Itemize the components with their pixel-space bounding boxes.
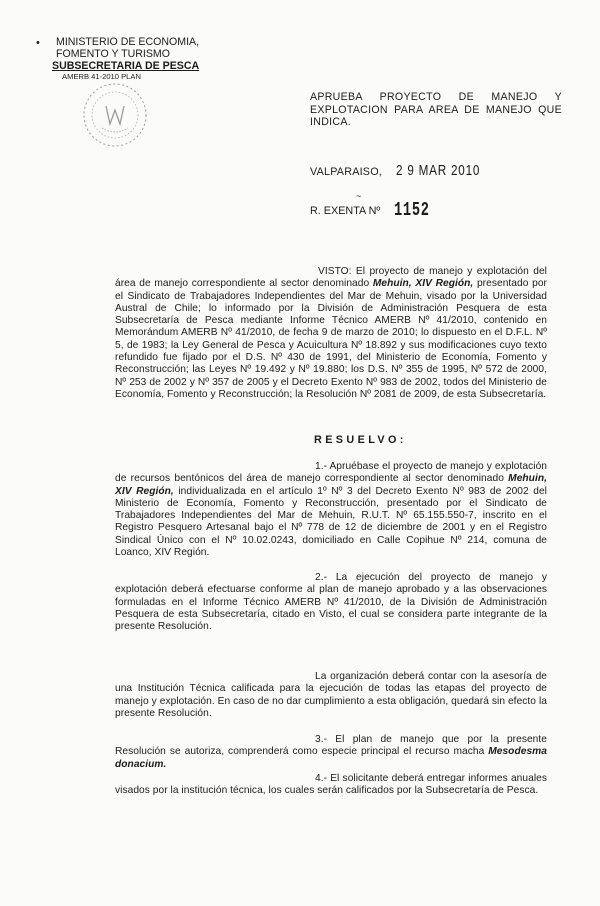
subsecretaria-name: SUBSECRETARIA DE PESCA	[52, 60, 200, 72]
place-name: Mehuin, XIV Región,	[372, 278, 474, 290]
advisory-paragraph: La organización deberá contar con la asesoría de una Institución Técnica calificada para la ejecución de todas las etapas del proyecto de manejo y explotación. En caso de no dar cumplimiento a esta obligación, quedará sin efecto la presente Resolución.	[115, 671, 548, 719]
resuelvo-heading: RESUELVO:	[314, 434, 407, 446]
amerb-reference: AMERB 41-2010 PLAN	[62, 72, 141, 81]
species-name: Mesodesma donacium.	[115, 746, 547, 770]
article-4-lead: 4.- El solicitante deberá entregar informes	[315, 773, 508, 784]
advisory-lead: La organización deberá contar con la asesoría	[315, 671, 532, 682]
article-2-paragraph: 2.- La ejecución del proyecto de manejo y explotación deberá efectuarse conforme al plan de manejo aprobado y a las observaciones formuladas en el Informe Técnico AMERB Nº 41/2010, de la División de Administración Pesquera de esta Subsecretaría, citado en Visto, el cual se considera parte integrante de la presente Resolución.	[115, 572, 547, 633]
resolution-number: 1152	[394, 199, 430, 221]
exenta-label: R. EXENTA	[310, 205, 366, 217]
article-2-lead: 2.- La ejecución del proyecto de manejo y	[315, 572, 547, 583]
article-1-place: Mehuin, XIV Región,	[115, 473, 547, 497]
ministry-name-line2: FOMENTO Y TURISMO	[56, 48, 170, 60]
handwritten-mark: ~	[356, 191, 362, 201]
margin-bullet: •	[36, 37, 40, 49]
official-stamp-seal	[80, 80, 150, 150]
visto-paragraph: VISTO: El proyecto de manejo y explotación del área de manejo correspondiente al sector denominado Mehuin, XIV Región, presentado por el Sindicato de Trabajadores Independientes del Mar de Mehuin, visado por la Universidad Austral de Chile; lo informado por la División de Administración Pesquera de esta Subsecretaría de Pesca mediante Informe Técnico AMERB Nº 41/2010, contenido en Memorándum AMERB Nº 41/2010, de fecha 9 de marzo de 2010; lo dispuesto en el D.F.L. Nº 5, de 1983; la Ley General de Pesca y Acuicultura Nº 18.892 y sus modificaciones cuyo texto refundido fue fijado por el D.S. Nº 430 de 1991, del Ministerio de Economía, Fomento y Reconstrucción; las Leyes Nº 19.492 y Nº 19.880; los D.S. Nº 355 de 1995, Nº 572 de 2000, Nº 253 de 2002 y Nº 357 de 2005 y el Decreto Exento Nº 983 de 2002, todos del Ministerio de Economía, Fomento y Reconstrucción; la Resolución Nº 2081 de 2009, de esta Subsecretaría.	[115, 266, 547, 400]
article-3-lead: 3.- El plan de manejo que por la presente	[315, 734, 547, 745]
article-3-paragraph: 3.- El plan de manejo que por la presente Resolución se autoriza, comprenderá como especie principal el recurso macha Mesodesma donacium.	[115, 734, 547, 770]
date-stamp: 2 9 MAR 2010	[396, 162, 481, 179]
letterhead	[52, 36, 252, 81]
ministry-name: MINISTERIO DE ECONOMIA,	[56, 36, 200, 48]
article-1-paragraph: 1.- Apruébase el proyecto de manejo y explotación de recursos bentónicos del área de manejo correspondiente al sector denominado Mehuin, XIV Región, individualizada en el artículo 1º Nº 3 del Decreto Exento Nº 983 de 2002 del Ministerio de Economía, Fomento y Reconstrucción, presentado por el Sindicato de Trabajadores Independientes del Mar de Mehuin, R.U.T. Nº 65.155.550-7, inscrito en el Registro Pesquero Artesanal bajo el Nº 778 de 12 de diciembre de 2001 y en el Registro Sindical Único con el Nº 10.02.0243, domiciliado en Calle Copihue Nº 214, comuna de Loanco, XIV Región.	[115, 461, 547, 559]
date-line	[310, 162, 570, 179]
exenta-num-label: Nº	[368, 205, 381, 217]
resolution-number-line	[310, 191, 510, 221]
visto-lead: VISTO:	[318, 266, 352, 277]
resolution-subject: APRUEBA PROYECTO DE MANEJO Y EXPLOTACION PARA AREA DE MANEJO QUE INDICA.	[310, 91, 562, 128]
date-city: VALPARAISO,	[310, 166, 383, 178]
article-4-paragraph: 4.- El solicitante deberá entregar informes anuales visados por la institución técnica, los cuales serán calificados por la Subsecretaría de Pesca.	[115, 773, 547, 797]
article-1-lead: 1.- Apruébase el proyecto de manejo y	[315, 461, 492, 472]
